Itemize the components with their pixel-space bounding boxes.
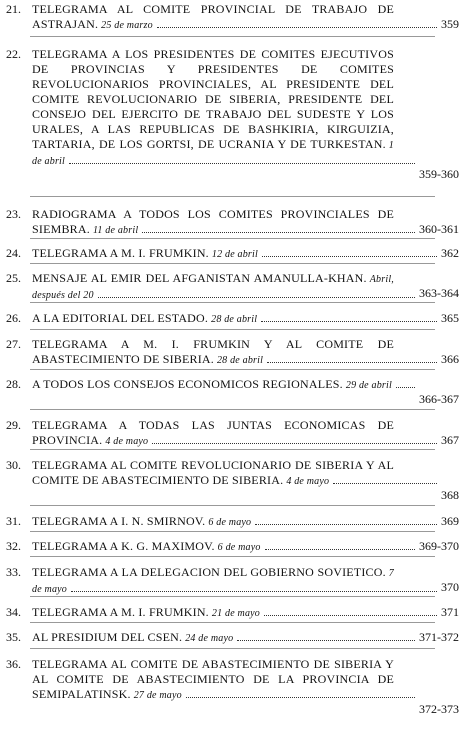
entry-divider: [30, 505, 435, 506]
entry-divider: [30, 196, 435, 197]
entry-number: 28.: [6, 377, 21, 391]
entry-date: 1 de abril: [32, 140, 394, 167]
entry-title: TELEGRAMA A M. I. FRUMKIN Y AL COMITE DE ABASTECIMIENTO DE SIBERIA.: [32, 337, 394, 366]
dot-leader: [255, 524, 437, 525]
entry-number: 36.: [6, 657, 21, 671]
entry-title: TELEGRAMA A I. N. SMIRNOV.: [32, 514, 206, 528]
entry-title: MENSAJE AL EMIR DEL AFGANISTAN AMANULLA-KHAN.: [32, 271, 367, 285]
entry-page: 367: [441, 433, 459, 447]
entry-number: 23.: [6, 207, 21, 221]
entry-title: RADIOGRAMA A TODOS LOS COMITES PROVINCIALES DE SIEMBRA.: [32, 207, 394, 236]
entry-divider: [30, 449, 435, 450]
entry-page: 365: [441, 311, 459, 325]
entry-number: 33.: [6, 565, 21, 579]
dot-leader: [267, 362, 437, 363]
entry-divider: [30, 531, 435, 532]
entry-number: 34.: [6, 605, 21, 619]
dot-leader: [264, 615, 437, 616]
entry-text: [32, 605, 394, 621]
entry-divider: [30, 556, 435, 557]
dot-leader: [396, 387, 415, 388]
entry-text: [32, 207, 394, 238]
entry-title: A TODOS LOS CONSEJOS ECONOMICOS REGIONALES.: [32, 377, 343, 391]
entry-date: 27 de mayo: [133, 690, 182, 701]
entry-number: 29.: [6, 418, 21, 432]
entry-date: 6 de mayo: [208, 517, 252, 528]
entry-title: TELEGRAMA AL COMITE REVOLUCIONARIO DE SIBERIA Y AL COMITE DE ABASTECIMIENTO DE SIBERIA.: [32, 458, 394, 487]
entry-date: 21 de mayo: [211, 608, 260, 619]
entry-page: 369-370: [419, 539, 459, 553]
entry-divider: [30, 648, 435, 649]
entry-title: A LA EDITORIAL DEL ESTADO.: [32, 311, 209, 325]
entry-date: 28 de abril: [211, 314, 258, 325]
entry-number: 26.: [6, 311, 21, 325]
entry-page: 370: [441, 580, 459, 594]
dot-leader: [262, 256, 437, 257]
entry-title: TELEGRAMA AL COMITE PROVINCIAL DE TRABAJO DE ASTRAJAN.: [32, 2, 394, 31]
entry-number: 22.: [6, 47, 21, 61]
entry-date: 12 de abril: [211, 249, 258, 260]
entry-text: [32, 630, 394, 646]
entry-date: 4 de mayo: [105, 436, 149, 447]
entry-text: [32, 2, 394, 33]
entry-title: TELEGRAMA A LOS PRESIDENTES DE COMITES EJECUTIVOS DE PROVINCIAS Y PRESIDENTES DE COMITES REVOLUCIONARIOS PROVINCIALES, AL PRESIDENTE DEL COMITE REVOLUCIONARIO DE SIBERIA, PRESIDENTE DEL CONSEJO DEL EJERCITO DE TRABAJO DEL SUDESTE Y LOS URALES, A LAS REPUBLICAS DE BASHKIRIA, KIRGUIZIA, TARTARIA, DE LOS GORTSI, DE UCRANIA Y DE TURKESTAN.: [32, 47, 394, 151]
dot-leader: [261, 321, 437, 322]
entry-divider: [30, 409, 435, 410]
entry-divider: [30, 369, 435, 370]
entry-number: 24.: [6, 246, 21, 260]
entry-text: [32, 539, 394, 555]
entry-date: 7 de mayo: [32, 568, 394, 595]
entry-date: 6 de mayo: [217, 542, 261, 553]
entry-title: TELEGRAMA A TODAS LAS JUNTAS ECONOMICAS DE PROVINCIA.: [32, 418, 394, 447]
dot-leader: [265, 549, 415, 550]
dot-leader: [69, 163, 415, 164]
dot-leader: [237, 640, 415, 641]
entry-text: [32, 565, 394, 597]
entry-page: 371: [441, 605, 459, 619]
entry-divider: [30, 329, 435, 330]
entry-page: 362: [441, 246, 459, 260]
entry-date: 11 de abril: [92, 225, 139, 236]
dot-leader: [142, 232, 415, 233]
entry-date: 25 de marzo: [101, 20, 153, 31]
entry-number: 21.: [6, 2, 21, 16]
entry-number: 35.: [6, 630, 21, 644]
dot-leader: [333, 483, 437, 484]
entry-date: 4 de mayo: [286, 476, 330, 487]
entry-number: 27.: [6, 337, 21, 351]
entry-text: [32, 271, 394, 303]
entry-text: [32, 311, 394, 327]
entry-divider: [30, 36, 435, 37]
entry-text: [32, 514, 394, 530]
entry-text: [32, 47, 394, 169]
entry-page: 360-361: [419, 222, 459, 236]
entry-number: 25.: [6, 271, 21, 285]
entry-title: AL PRESIDIUM DEL CSEN.: [32, 630, 183, 644]
entry-divider: [30, 263, 435, 264]
entry-text: [32, 377, 394, 393]
entry-divider: [30, 238, 435, 239]
entry-title: TELEGRAMA A K. G. MAXIMOV.: [32, 539, 215, 553]
entry-title: TELEGRAMA AL COMITE DE ABASTECIMIENTO DE SIBERIA Y AL COMITE DE ABASTECIMIENTO DE LA PROVINCIA DE SEMIPALATINSK.: [32, 657, 394, 701]
dot-leader: [152, 443, 437, 444]
entry-text: [32, 337, 394, 368]
entry-date: 29 de abril: [345, 380, 392, 391]
entry-page: 363-364: [419, 286, 459, 300]
dot-leader: [98, 297, 415, 298]
entry-page: 372-373: [419, 702, 459, 716]
entry-page: 368: [441, 488, 459, 502]
entry-date: Abril, después del 20: [32, 274, 394, 301]
dot-leader: [71, 591, 437, 592]
entry-title: TELEGRAMA A LA DELEGACION DEL GOBIERNO SOVIETICO.: [32, 565, 386, 579]
entry-text: [32, 246, 394, 262]
dot-leader: [157, 27, 437, 28]
entry-number: 32.: [6, 539, 21, 553]
dot-leader: [186, 697, 415, 698]
entry-page: 369: [441, 514, 459, 528]
entry-divider: [30, 622, 435, 623]
entry-date: 24 de mayo: [185, 633, 234, 644]
entry-text: [32, 458, 394, 489]
entry-page: 359-360: [419, 167, 459, 181]
entry-date: 28 de abril: [216, 355, 264, 366]
entry-title: TELEGRAMA A M. I. FRUMKIN.: [32, 605, 209, 619]
entry-page: 366: [441, 352, 459, 366]
entry-page: 359: [441, 17, 459, 31]
entry-text: [32, 418, 394, 449]
entry-title: TELEGRAMA A M. I. FRUMKIN.: [32, 246, 209, 260]
entry-page: 366-367: [419, 392, 459, 406]
entry-number: 31.: [6, 514, 21, 528]
entry-page: 371-372: [419, 630, 459, 644]
entry-number: 30.: [6, 458, 21, 472]
